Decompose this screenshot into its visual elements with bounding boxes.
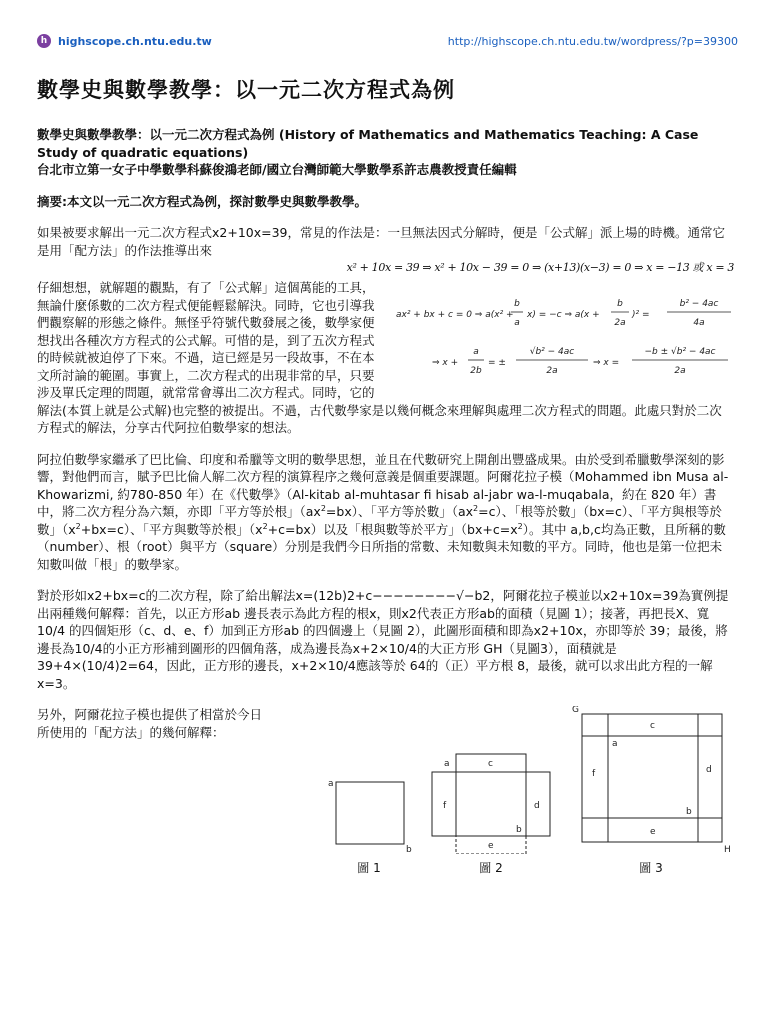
fig3-label-d: d — [706, 765, 712, 775]
eq2-frac3-num: b² − 4ac — [679, 299, 719, 309]
eq2-frac6-num: −b ± √b² − 4ac — [644, 347, 716, 357]
fig3-label-b: b — [686, 807, 692, 817]
figure-1-caption: 圖 1 — [357, 861, 381, 875]
paragraph-1-body: 仔細想想，就解題的觀點，有了「公式解」這個萬能的工具，無論什麼係數的二次方程式便能輕鬆解決。同時，它也引導我們觀察解的形態之條件。無怪乎符號代數發展之後，數學家便想找出各種次方方程式的公式解。可惜的是，到了五次方程式的時候就被迫停了下來。不過，這已經是另一段故事，不在本文所討論的範圍。事實上，二次方程式的出現非常的早，只要涉及單氏定理的問題，就常常會導出二次方程式。同時，它的解法(本質上就是公式解)也完整的被提出。不過，古代數學家是以幾何概念來理解與處理二次方程式的問題。此處只對於二次方程式的解法，分享古代阿拉伯數學家的想法。 — [37, 280, 722, 435]
figure-2-caption: 圖 2 — [479, 861, 503, 875]
fig2-label-c: c — [488, 759, 493, 769]
figure-2 — [428, 736, 554, 878]
fig3-label-c: c — [650, 721, 655, 731]
fig2-label-d: d — [534, 801, 540, 811]
eq2-frac3-den: 4a — [693, 318, 705, 328]
paragraph-2-text-a: 阿拉伯數學家繼承了巴比倫、印度和希臘等文明的數學思想，並且在代數研究上開創出豐盛成果。由於受到希臘數學深刻的影響，對他們而言，賦予巴比倫人解二次方程的演算程序之幾何意義是個重要課題。阿爾花拉子模（Mohammed ibn Musa al-Khowarizmi, 約780-850 年）在《代數學》（Al-kitab al-muhtasar fi hisab al-jabr wa-l-muqabala，約在 820 年）書中，將二次方程分為六類，亦即「平方等於根」（ax — [37, 451, 729, 519]
superscript: 2 — [320, 503, 326, 513]
eq2-line2-part3: ⇒ x = — [593, 358, 620, 368]
page-header — [37, 30, 738, 52]
fig2-label-f: f — [443, 801, 447, 811]
paragraph-2-text-e: +c=bx）以及「根與數等於平方」（bx+c=x — [267, 521, 518, 537]
paragraph-1 — [37, 224, 734, 437]
paragraph-4-and-figures — [37, 706, 734, 878]
eq2-frac1-den: a — [514, 318, 520, 328]
figures-row — [262, 706, 734, 878]
page-url[interactable]: http://highscope.ch.ntu.edu.tw/wordpress/?p=39300 — [447, 34, 738, 48]
fig2-label-e: e — [488, 841, 494, 851]
paragraph-3: 對於形如x2+bx=c的二次方程，除了給出解法x=(12b)2+c−−−−−−−−√−b2，阿爾花拉子模並以x2+10x=39為實例提出兩種幾何解釋：首先，以正方形ab 邊長表示為此方程的根x，則x2代表正方形ab的面積（見圖 1）；接著，再把長X、寬 10/4 的四個矩形（c、d、e、f）加到正方形ab 的四個邊上（見圖 2），此圖形面積和即為x2+10x，亦即等於 39；最後，將邊長為10/4的小正方形補到圖形的四個角落，成為邊長為x+2×10/4的大正方形 GH（見圖3），面積就是39+4×(10/4)2=64，因此，正方形的邊長，x+2×10/4應該等於 64的（正）平方根 8，最後，就可以求出此方程的一解x=3。 — [37, 588, 729, 691]
eq2-frac6-den: 2a — [674, 366, 686, 376]
page-title: 數學史與數學教學：以一元二次方程式為例 — [37, 78, 455, 102]
eq2-frac2-den: 2a — [614, 318, 626, 328]
figure-3 — [568, 706, 734, 878]
superscript: 2 — [262, 521, 268, 531]
figure-1-diagram — [324, 774, 414, 854]
fig3-label-f: f — [592, 769, 596, 779]
figure-3-caption: 圖 3 — [639, 861, 663, 875]
fig2-label-a: a — [444, 759, 450, 769]
paragraph-2-text-c: =c）、「根等於數」（bx=c）、「平方與根等於數」（x — [37, 504, 722, 537]
superscript: 2 — [75, 521, 81, 531]
quadratic-formula-derivation — [394, 279, 734, 394]
eq2-frac5-den: 2a — [546, 366, 558, 376]
fig3-label-H: H — [724, 845, 731, 854]
eq2-frac5-num: √b² − 4ac — [529, 347, 575, 357]
fig1-label-b: b — [406, 845, 412, 854]
site-link[interactable] — [37, 34, 212, 48]
eq2-line1-part1: ax² + bx + c = 0 ⇒ a(x² + — [396, 310, 514, 320]
superscript: 2 — [517, 521, 523, 531]
paragraph-2-text-d: +bx=c）、「平方與數等於根」（x — [80, 521, 263, 537]
abstract: 摘要:本文以一元二次方程式為例，探討數學史與數學教學。 — [37, 193, 367, 209]
eq2-frac4-num: a — [473, 347, 479, 357]
eq2-line1-part3: )² = — [632, 310, 650, 320]
figure-3-diagram — [568, 706, 734, 854]
paragraph-2-text-b: =bx）、「平方等於數」（ax — [325, 504, 474, 519]
eq2-frac1-num: b — [514, 299, 520, 309]
fig1-label-a: a — [328, 779, 334, 789]
site-name[interactable]: highscope.ch.ntu.edu.tw — [58, 34, 212, 48]
eq2-frac4-den: 2b — [470, 366, 482, 376]
eq2-frac2-num: b — [617, 299, 623, 309]
site-logo-icon: h — [37, 34, 51, 48]
article-authors: 台北市立第一女子中學數學科蘇俊鴻老師/國立台灣師範大學數學系許志農教授責任編輯 — [37, 162, 517, 177]
article-intro — [37, 126, 734, 179]
fig3-label-e: e — [650, 827, 656, 837]
figure-2-diagram — [428, 736, 554, 854]
superscript: 2 — [473, 503, 479, 513]
fig2-label-b: b — [516, 825, 522, 835]
paragraph-4: 另外，阿爾花拉子模也提供了相當於今日所使用的「配方法」的幾何解釋： — [37, 707, 263, 740]
eq2-line2-part2: = ± — [488, 358, 506, 368]
fig3-label-G: G — [572, 706, 579, 715]
figure-1 — [324, 774, 414, 878]
paragraph-2-text-f: ）。其中 a,b,c均為正數，且所稱的數（number）、根（root）與平方（square）分別是我們今日所指的常數、未知數與未知數的平方。同時，他也是第一位把未知數叫做「根」的數學家。 — [37, 521, 726, 572]
eq2-line1-part2: x) = −c ⇒ a(x + — [527, 310, 600, 320]
factoring-equation: x² + 10x = 39 ⇒ x² + 10x − 39 = 0 ⇒ (x+13)(x−3) = 0 ⇒ x = −13 或 x = 3 — [346, 261, 734, 274]
paragraph-2 — [37, 451, 734, 574]
paragraph-1-lead: 如果被要求解出一元二次方程式x2+10x=39，常見的作法是：一旦無法因式分解時，便是「公式解」派上場的時機。通常它是用「配方法」的作法推導出來 — [37, 225, 726, 258]
article-subtitle: 數學史與數學教學：以一元二次方程式為例 (History of Mathematics and Mathematics Teaching: A Case Study of quadratic equations) — [37, 127, 699, 160]
eq2-line2-part1: ⇒ x + — [432, 358, 459, 368]
article-body — [37, 126, 734, 878]
fig3-label-a: a — [612, 739, 618, 749]
